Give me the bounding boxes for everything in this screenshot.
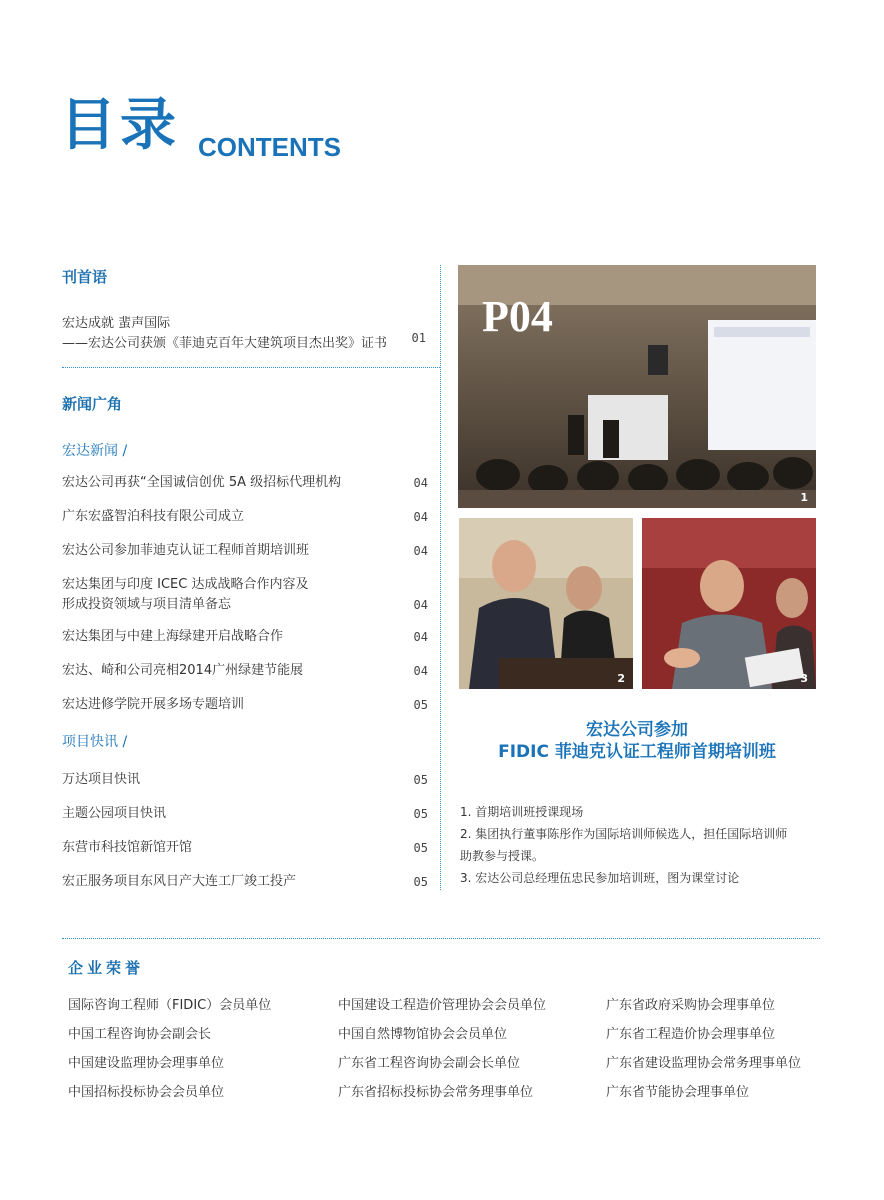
photo-number: 1 <box>800 491 808 504</box>
column-divider <box>440 265 441 890</box>
photo-number: 2 <box>617 672 625 685</box>
toc-entry[interactable] <box>62 473 428 493</box>
honor-item: 中国自然博物馆协会会员单位 <box>338 1027 508 1042</box>
toc-page-number: 04 <box>413 544 428 558</box>
page-title-en: CONTENTS <box>198 132 341 162</box>
toc-entry[interactable] <box>62 541 428 561</box>
toc-entry[interactable] <box>62 872 428 892</box>
honor-item: 广东省建设监理协会常务理事单位 <box>606 1056 802 1071</box>
toc-page-number: 05 <box>413 698 428 712</box>
honor-item: 中国建设监理协会理事单位 <box>68 1056 225 1071</box>
training-classroom-photo <box>458 265 816 508</box>
toc-entry-title: 宏达进修学院开展多场专题培训 <box>62 697 245 712</box>
toc-entry-title: 主题公园项目快讯 <box>62 806 167 821</box>
photo-note: 2. 集团执行董事陈彤作为国际培训师候选人，担任国际培训师 <box>460 827 788 841</box>
toc-entry-title: 宏达、崎和公司亮相2014广州绿建节能展 <box>62 663 304 678</box>
toc-entry[interactable] <box>62 575 428 615</box>
toc-entry-line1: 宏达集团与印度 ICEC 达成战略合作内容及 <box>62 577 309 592</box>
toc-entry[interactable] <box>62 838 428 858</box>
toc-page-number: 04 <box>413 598 428 612</box>
instructor-assistant-photo <box>459 518 633 689</box>
honor-item: 广东省政府采购协会理事单位 <box>606 998 776 1013</box>
photo-notes <box>460 801 822 889</box>
toc-entry-title: 宏达公司再获“全国诚信创优 5A 级招标代理机构 <box>62 475 342 490</box>
toc-entry-line2: ——宏达公司获颁《菲迪克百年大建筑项目杰出奖》证书 <box>62 336 388 351</box>
toc-entry-title: 宏达公司参加菲迪克认证工程师首期培训班 <box>62 543 310 558</box>
feature-caption-line1: 宏达公司参加 <box>586 720 688 740</box>
toc-page-number: 04 <box>413 510 428 524</box>
honor-item: 中国招标投标协会会员单位 <box>68 1085 225 1100</box>
toc-page-number: 04 <box>413 476 428 490</box>
page-badge: P04 <box>482 292 553 341</box>
toc-entry-line2: 形成投资领域与项目清单备忘 <box>62 597 232 612</box>
toc-entry[interactable] <box>62 661 428 681</box>
honor-item: 国际咨询工程师（FIDIC）会员单位 <box>68 998 272 1013</box>
toc-entry[interactable] <box>62 695 428 715</box>
toc-page-number: 05 <box>413 841 428 855</box>
section-heading-news: 新闻广角 <box>62 395 123 413</box>
class-discussion-photo <box>642 518 816 689</box>
toc-entry-title: 万达项目快讯 <box>62 772 141 787</box>
honor-item: 中国工程咨询协会副会长 <box>68 1027 212 1042</box>
toc-page-number: 05 <box>413 875 428 889</box>
toc-entry[interactable] <box>62 804 428 824</box>
page-title-cn: 目录 <box>60 93 180 158</box>
photo-note: 1. 首期培训班授课现场 <box>460 805 584 819</box>
honor-item: 广东省工程造价协会理事单位 <box>606 1027 776 1042</box>
photo-note: 助教参与授课。 <box>460 849 545 863</box>
honor-item: 广东省工程咨询协会副会长单位 <box>338 1056 521 1071</box>
toc-entry-title: 宏正服务项目东风日产大连工厂竣工投产 <box>62 874 297 889</box>
toc-page-number: 05 <box>413 807 428 821</box>
subheading-project-news: 项目快讯 / <box>62 734 128 750</box>
feature-caption-line2: FIDIC 菲迪克认证工程师首期培训班 <box>498 742 776 762</box>
toc-entry[interactable] <box>62 770 428 790</box>
honors-divider <box>62 938 820 939</box>
toc-entry-title: 广东宏盛智泊科技有限公司成立 <box>62 509 245 524</box>
section-heading-preface: 刊首语 <box>62 268 108 286</box>
honor-item: 广东省招标投标协会常务理事单位 <box>338 1085 534 1100</box>
toc-entry[interactable] <box>62 507 428 527</box>
photo-number: 3 <box>800 672 808 685</box>
subheading-company-news: 宏达新闻 / <box>62 443 128 459</box>
honors-heading: 企业荣誉 <box>68 959 145 977</box>
toc-entry-title: 东营市科技馆新馆开馆 <box>62 840 193 855</box>
toc-entry-title: 宏达集团与中建上海绿建开启战略合作 <box>62 629 284 644</box>
photo-note: 3. 宏达公司总经理伍忠民参加培训班，图为课堂讨论 <box>460 871 740 885</box>
honor-item: 中国建设工程造价管理协会会员单位 <box>338 998 547 1013</box>
toc-entry[interactable] <box>62 627 428 647</box>
toc-page-number: 05 <box>413 773 428 787</box>
toc-entry-preface[interactable] <box>62 314 428 354</box>
toc-page-number: 04 <box>413 630 428 644</box>
toc-page-number: 04 <box>413 664 428 678</box>
toc-page-number: 01 <box>411 331 426 345</box>
toc-entry-line1: 宏达成就 蜚声国际 <box>62 316 171 331</box>
honor-item: 广东省节能协会理事单位 <box>606 1085 750 1100</box>
section-divider <box>62 367 440 368</box>
